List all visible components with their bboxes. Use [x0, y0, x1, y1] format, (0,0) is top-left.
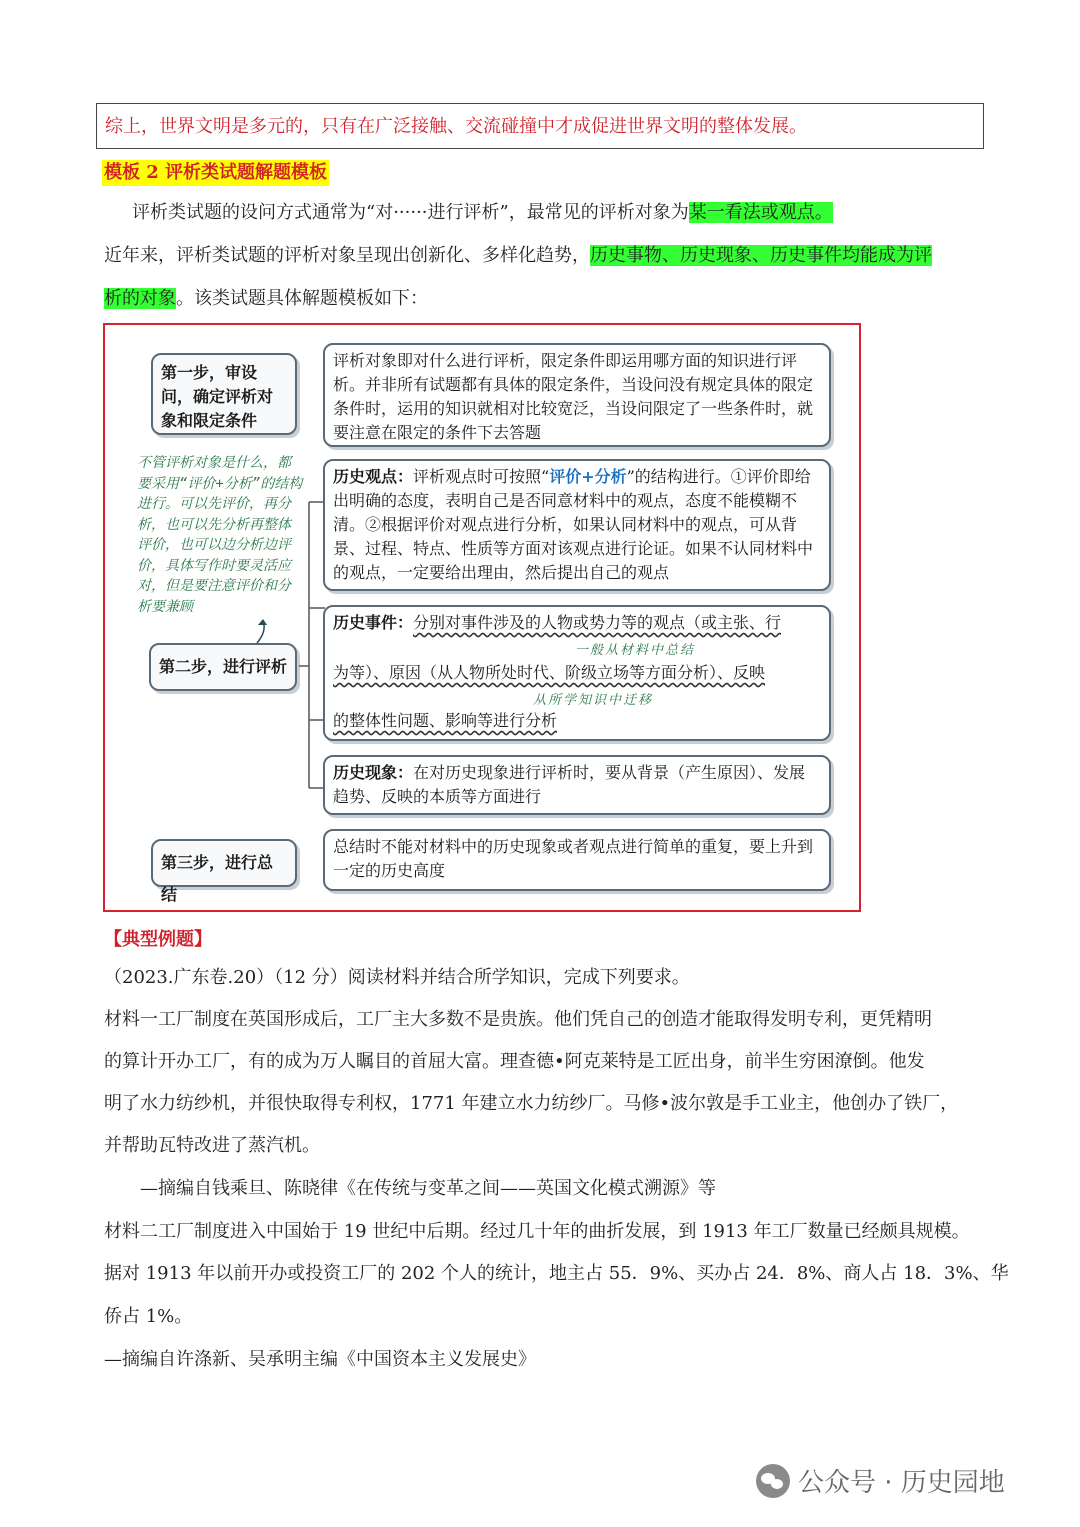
historical-phenomenon-box: [323, 755, 831, 815]
phen-label: 历史现象：: [333, 763, 414, 782]
material2-line: 侨占 1%。: [104, 1306, 193, 1327]
step1-text: 评析对象即对什么进行评析，限定条件即运用哪方面的知识进行评析。并非所有试题都有具体的限定条件，当设问没有规定具体的限定条件时，运用的知识就相对比较宽泛，当设问限定了一些条件时，就要注意在限定的条件下去答题: [333, 351, 814, 442]
watermark: [756, 1462, 1005, 1499]
material1-line: 明了水力纺纱机，并很快取得专利权，1771 年建立水力纺纱厂。马修•波尔敦是手工业主，他创办了铁厂，: [104, 1093, 959, 1114]
intro-text: 近年来，评析类试题的评析对象呈现出创新化、多样化趋势，: [104, 245, 590, 266]
highlight-text: 某一看法或观点。: [688, 202, 833, 223]
step1-label: 第一步，审设问，确定评析对象和限定条件: [161, 363, 274, 430]
step2-label: 第二步，进行评析: [159, 657, 288, 676]
step3-box: [151, 839, 297, 904]
template-heading: 模板 2 评析类试题解题模板: [102, 160, 329, 186]
material2-line: 材料二工厂制度进入中国始于 19 世纪中后期。经过几十年的曲折发展，到 1913 年工厂数量已经颇具规模。: [104, 1221, 970, 1242]
event-note-1: 一般从材料中总结: [575, 643, 696, 658]
step3-text: 总结时不能对材料中的历史现象或者观点进行简单的重复，要上升到一定的历史高度: [333, 837, 814, 880]
view-text: 评析观点时可按照“: [413, 467, 550, 486]
event-note-2: 从所学知识中迁移: [533, 693, 654, 708]
material1-line: 并帮助瓦特改进了蒸汽机。: [104, 1135, 320, 1156]
intro-text: 评析类试题的设问方式通常为“对······进行评析”，最常见的评析对象为: [132, 202, 689, 223]
view-text: ”的结构进行。①评价即给出明确的态度，表明自己是否同意材料中的观点，态度不能模糊不清。②根据评价对观点进行分析，如果认同材料中的观点，可从背景、过程、特点、性质等方面对该观点进行论证。如果不认同材料中的观点，一定要给出理由，然后提出自己的观点: [333, 467, 814, 582]
intro-line-1: [132, 192, 833, 234]
highlight-text: 历史事物、历史现象、历史事件均能成为评: [590, 245, 932, 266]
intro-line-2: [104, 235, 932, 277]
view-blue-text: 评价+分析: [549, 467, 627, 486]
handwritten-note: 不管评析对象是什么，都要采用“评价+分析”的结构进行。可以先评价，再分析，也可以先分析再整体评价，也可以边分析边评价，具体写作时要灵活应对，但是要注意评价和分析要兼顾: [137, 455, 303, 615]
material1-line: 的算计开办工厂，有的成为万人瞩目的首屈大富。理查德•阿克莱特是工匠出身，前半生穷困潦倒。他发: [104, 1051, 925, 1072]
step3-content: [323, 829, 831, 891]
material2-line: 据对 1913 年以前开办或投资工厂的 202 个人的统计，地主占 55．9%、买办占 24．8%、商人占 18．3%、华: [104, 1263, 1009, 1284]
intro-line-3: [104, 278, 428, 320]
example-source: （2023.广东卷.20）（12 分）阅读材料并结合所学知识，完成下列要求。: [104, 967, 690, 988]
event-text: 分别对事件涉及的人物或势力等的观点（或主张、行: [413, 613, 782, 632]
material1-source: —摘编自钱乘旦、陈晓律《在传统与变革之间——英国文化模式溯源》等: [140, 1178, 716, 1199]
intro-text: 。该类试题具体解题模板如下：: [176, 288, 428, 309]
event-line-2: [333, 661, 821, 687]
event-line-1: [333, 611, 821, 637]
summary-box: [96, 103, 984, 149]
event-text: 为等）、原因（从人物所处时代、阶级立场等方面分析）、反映: [333, 663, 766, 682]
step1-content: [323, 343, 831, 447]
step3-label: 第三步，进行总结: [161, 853, 274, 904]
material2-source: —摘编自许涤新、吴承明主编《中国资本主义发展史》: [104, 1349, 536, 1370]
step1-box: [151, 353, 297, 435]
watermark-text: 公众号 · 历史园地: [798, 1468, 1005, 1498]
wechat-icon: [756, 1464, 790, 1498]
example-label: 【典型例题】: [104, 929, 212, 950]
historical-event-box: [323, 605, 831, 741]
material1-line: 材料一工厂制度在英国形成后，工厂主大多数不是贵族。他们凭自己的创造才能取得发明专利，更凭精明: [104, 1009, 932, 1030]
event-label: 历史事件：: [333, 613, 414, 632]
event-text: 的整体性问题、影响等进行分析: [333, 711, 558, 730]
summary-text: 综上，世界文明是多元的，只有在广泛接触、交流碰撞中才成促进世界文明的整体发展。: [105, 116, 807, 137]
curved-arrow-icon: [253, 617, 277, 645]
step2-box: [149, 643, 297, 691]
phen-text: 在对历史现象进行评析时，要从背景（产生原因）、发展趋势、反映的本质等方面进行: [333, 763, 806, 806]
view-label: 历史观点：: [333, 467, 414, 486]
historical-view-box: [323, 459, 831, 591]
template-diagram: [103, 323, 861, 912]
highlight-text: 析的对象: [104, 288, 176, 309]
